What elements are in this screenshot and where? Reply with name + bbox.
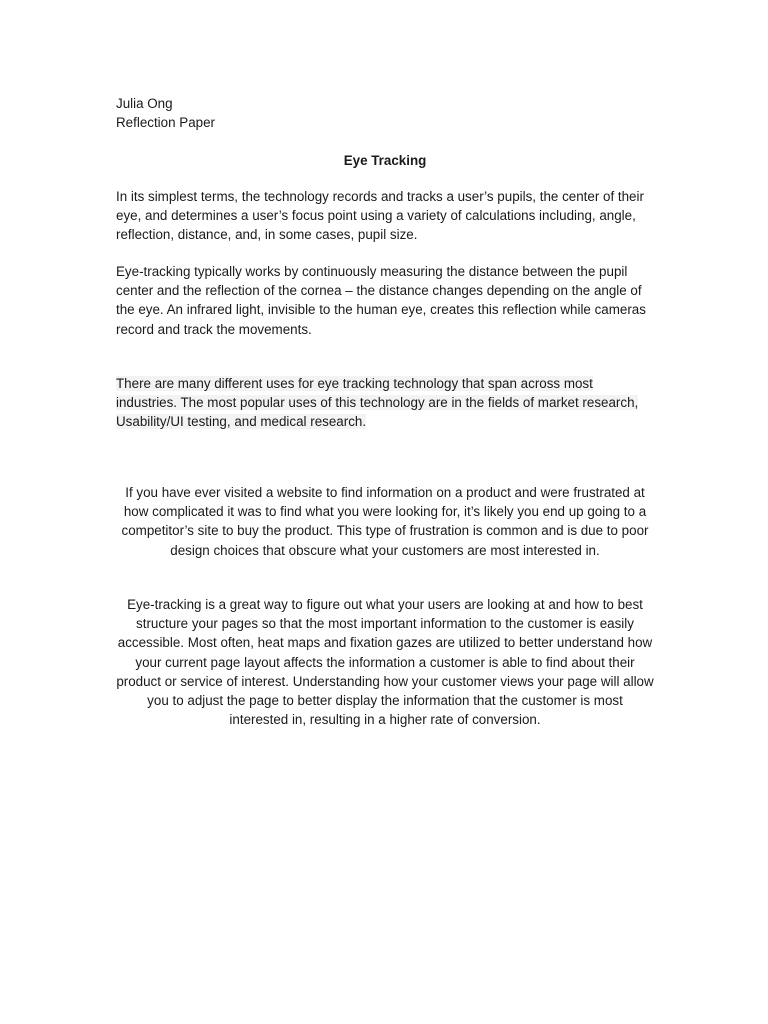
document-page bbox=[116, 94, 654, 728]
highlighted-text: There are many different uses for eye tracking technology that span across most industries. The most popular uses of this technology are in the fields of market research, Usability/UI testing, and medical research. bbox=[116, 376, 639, 430]
author-name: Julia Ong bbox=[116, 96, 173, 111]
paragraph-how-it-works: Eye-tracking typically works by continuously measuring the distance between the pupil center and the reflection of the cornea – the distance changes depending on the angle of the eye. An infrared light, invisible to the human eye, creates this reflection while cameras record and track the movements. bbox=[116, 264, 646, 337]
paragraph-benefits: Eye-tracking is a great way to figure out what your users are looking at and how to best structure your pages so that the most important information to the customer is easily accessible. Most often, heat maps and fixation gazes are utilized to better understand how your current page layout affects the information a customer is able to find about their product or service of interest. Understanding how your customer views your page will allow you to adjust the page to better display the information that the customer is most interested in, resulting in a higher rate of conversion. bbox=[116, 597, 654, 728]
document-title: Eye Tracking bbox=[343, 153, 427, 168]
document-type: Reflection Paper bbox=[116, 115, 215, 131]
paragraph-frustration: If you have ever visited a website to find information on a product and were frustrated at how complicated it was to find what you were looking for, it’s likely you end up going to a competitor’s site to buy the product. This type of frustration is common and is due to poor design choices that obscure what your customers are most interested in. bbox=[121, 485, 649, 558]
paragraph-definition: In its simplest terms, the technology records and tracks a user’s pupils, the center of their eye, and determines a user’s focus point using a variety of calculations including, angle, reflection, distance, and, in some cases, pupil size. bbox=[116, 189, 644, 243]
paragraph-uses bbox=[116, 374, 654, 432]
